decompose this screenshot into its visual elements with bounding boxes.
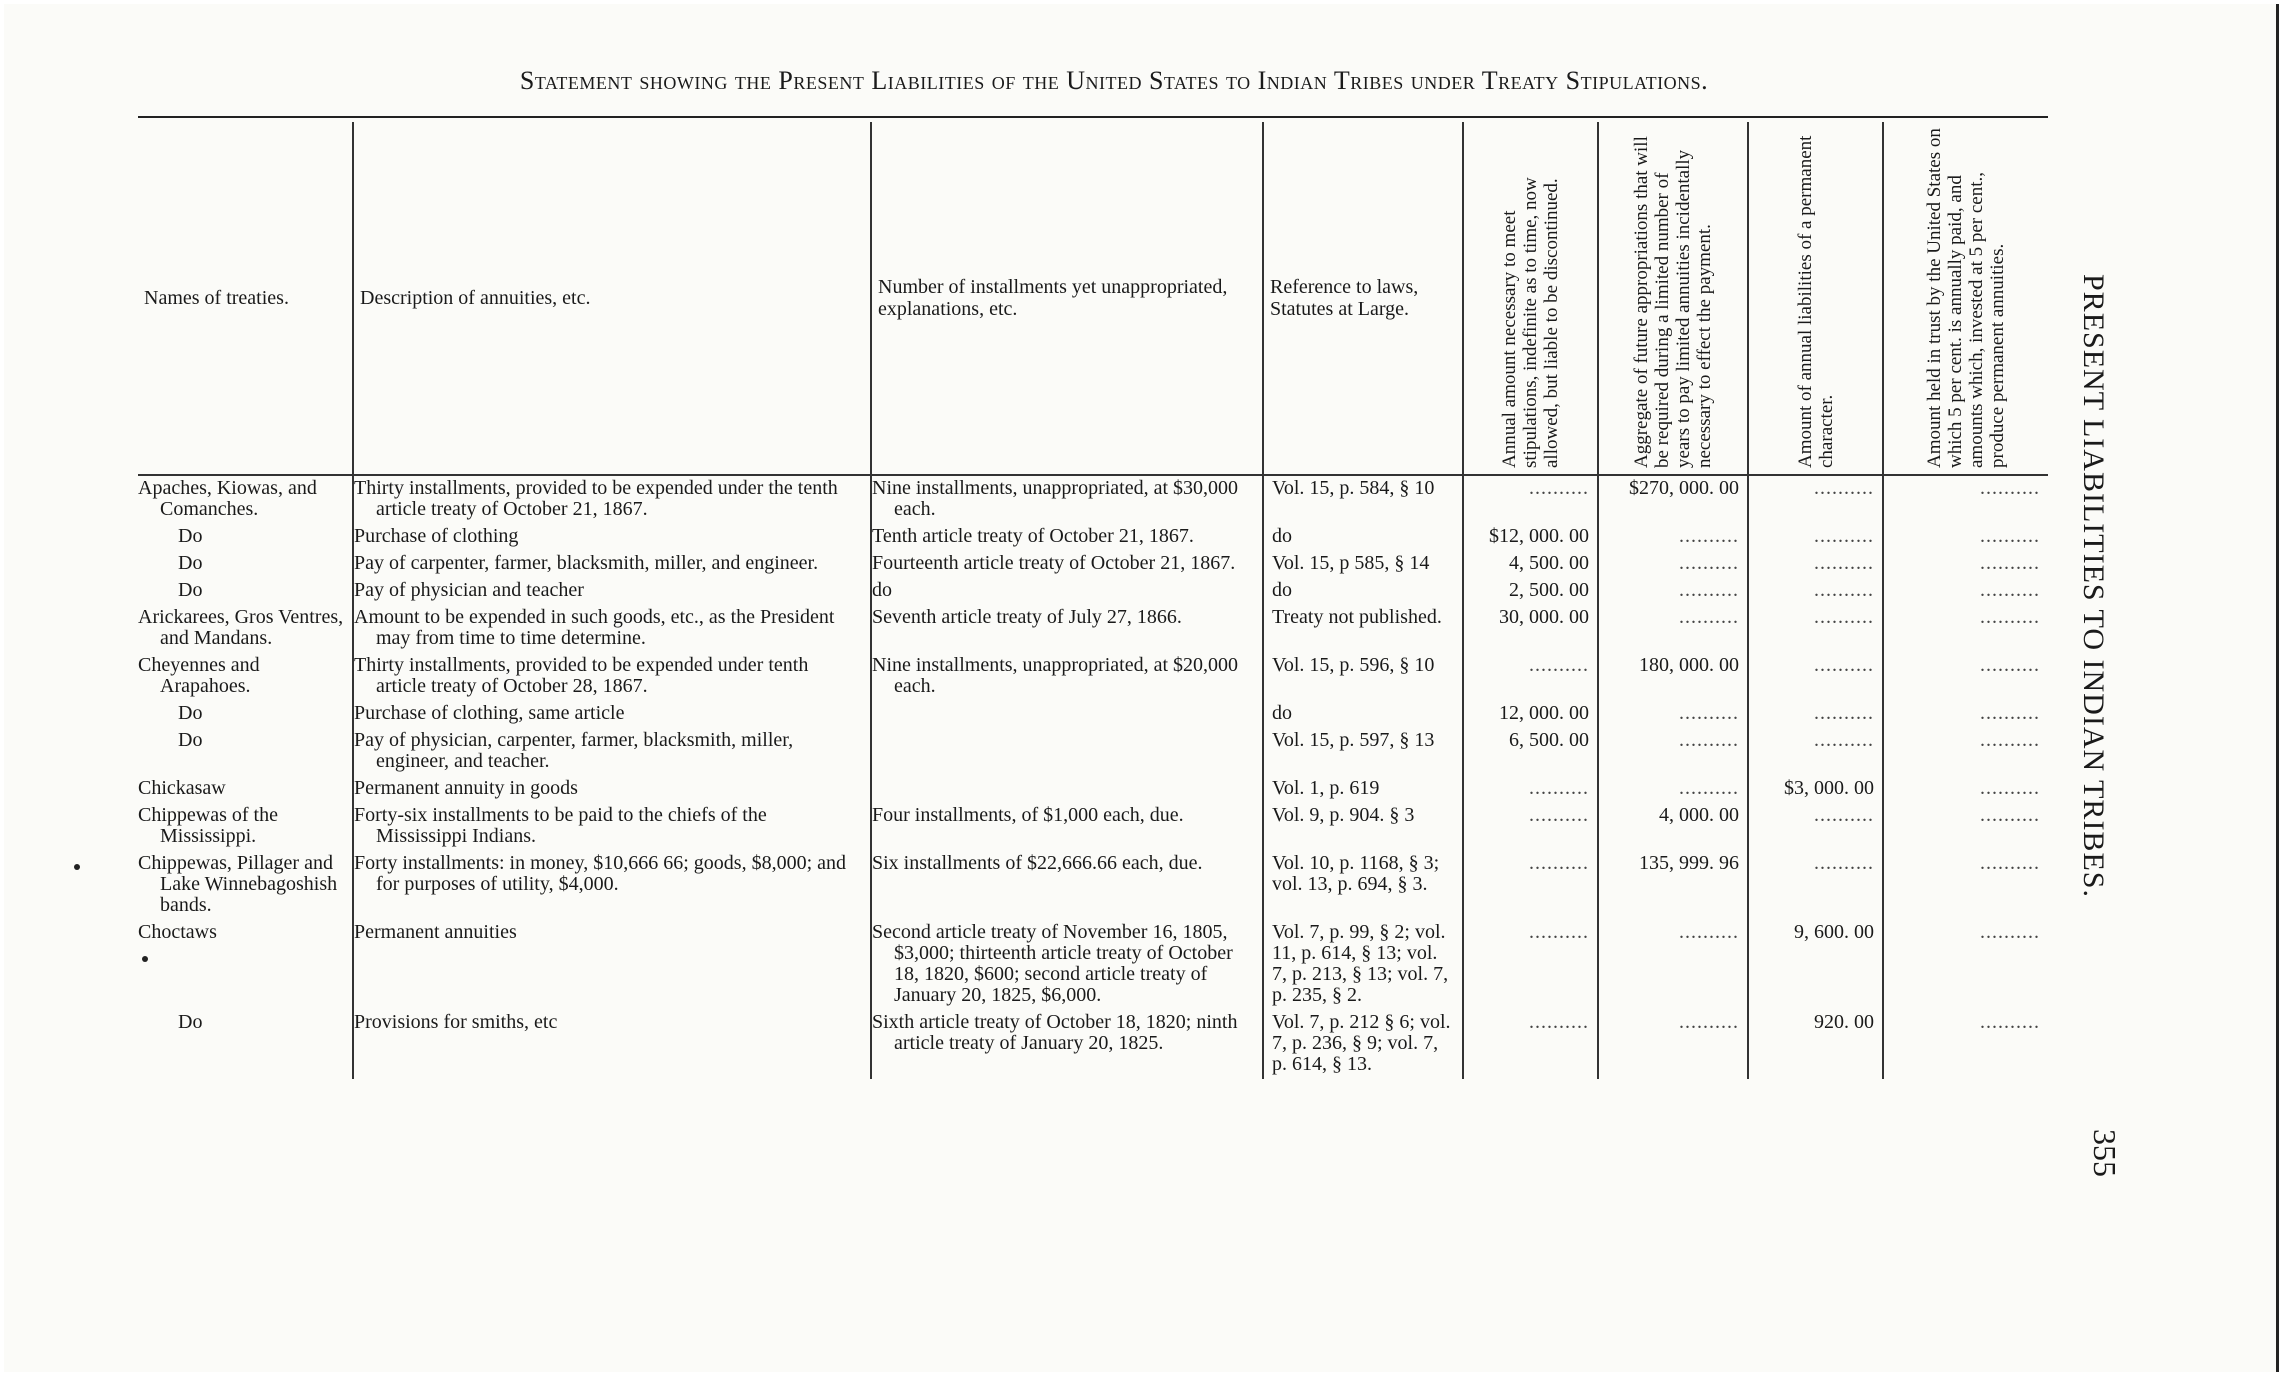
annual-amount (1463, 1010, 1598, 1079)
dotted-leader: .......... (1679, 702, 1739, 724)
trust-amount (1883, 551, 2048, 578)
dotted-leader: .......... (1980, 729, 2040, 751)
header-aggregate-future (1598, 122, 1748, 475)
ink-speck (74, 864, 80, 870)
installments-note: Seventh article treaty of July 27, 1866. (871, 605, 1263, 653)
statute-reference: do (1263, 524, 1463, 551)
annual-amount: 4, 500. 00 (1463, 551, 1598, 578)
aggregate-amount (1598, 776, 1748, 803)
dotted-leader: .......... (1529, 852, 1589, 874)
title-rule (138, 116, 2048, 118)
trust-amount (1883, 1010, 2048, 1079)
treaty-name: Apaches, Kiowas, and Comanches. (138, 475, 353, 524)
trust-amount (1883, 653, 2048, 701)
annuity-description: Pay of physician and teacher (353, 578, 871, 605)
statute-reference: Vol. 7, p. 99, § 2; vol. 11, p. 614, § 13; vol. 7, p. 213, § 13; vol. 7, p. 235, § 2. (1263, 920, 1463, 1010)
annual-amount (1463, 920, 1598, 1010)
annual-amount: 6, 500. 00 (1463, 728, 1598, 776)
annuity-description: Permanent annuities (353, 920, 871, 1010)
aggregate-amount (1598, 728, 1748, 776)
statute-reference: do (1263, 578, 1463, 605)
header-permanent-liabilities-text: Amount of annual liabilities of a permanent character. (1794, 135, 1837, 468)
aggregate-amount (1598, 524, 1748, 551)
dotted-leader: .......... (1814, 606, 1874, 628)
header-reference: Reference to laws, Statutes at Large. (1263, 122, 1463, 475)
dotted-leader: .......... (1814, 804, 1874, 826)
treaty-name: Cheyennes and Arapahoes. (138, 653, 353, 701)
aggregate-amount (1598, 578, 1748, 605)
treaty-name: Chippewas of the Mississippi. (138, 803, 353, 851)
table-row (138, 728, 2048, 776)
dotted-leader: .......... (1980, 921, 2040, 943)
installments-note: Nine installments, unappropriated, at $30,000 each. (871, 475, 1263, 524)
dotted-leader: .......... (1980, 654, 2040, 676)
dotted-leader: .......... (1814, 525, 1874, 547)
statute-reference: Vol. 10, p. 1168, § 3; vol. 13, p. 694, § 3. (1263, 851, 1463, 920)
permanent-amount (1748, 803, 1883, 851)
aggregate-amount: 4, 000. 00 (1598, 803, 1748, 851)
installments-note: do (871, 578, 1263, 605)
installments-note (871, 701, 1263, 728)
dotted-leader: .......... (1814, 654, 1874, 676)
dotted-leader: .......... (1814, 477, 1874, 499)
permanent-amount (1748, 851, 1883, 920)
table-row (138, 1010, 2048, 1079)
table-row (138, 475, 2048, 524)
trust-amount (1883, 475, 2048, 524)
trust-amount (1883, 524, 2048, 551)
table-row (138, 551, 2048, 578)
aggregate-amount (1598, 551, 1748, 578)
document-page (4, 4, 2279, 1372)
annuity-description: Provisions for smiths, etc (353, 1010, 871, 1079)
dotted-leader: .......... (1980, 477, 2040, 499)
trust-amount (1883, 851, 2048, 920)
annual-amount (1463, 475, 1598, 524)
statute-reference: Vol. 15, p. 584, § 10 (1263, 475, 1463, 524)
dotted-leader: .......... (1679, 1011, 1739, 1033)
dotted-leader: .......... (1814, 552, 1874, 574)
annual-amount (1463, 803, 1598, 851)
header-annual-amount-text: Annual amount necessary to meet stipulations, indefinite as to time, now allowed, but liable to be discontinued. (1499, 177, 1562, 468)
ink-speck (142, 956, 148, 962)
statute-reference: do (1263, 701, 1463, 728)
permanent-amount (1748, 605, 1883, 653)
installments-note: Sixth article treaty of October 18, 1820; ninth article treaty of January 20, 1825. (871, 1010, 1263, 1079)
installments-note: Tenth article treaty of October 21, 1867. (871, 524, 1263, 551)
dotted-leader: .......... (1679, 525, 1739, 547)
header-description: Description of annuities, etc. (353, 122, 871, 475)
header-aggregate-future-text: Aggregate of future appropriations that will be required during a limited number of years to pay limited annuities incidentally necessary to effect the payment. (1631, 136, 1715, 468)
permanent-amount: $3, 000. 00 (1748, 776, 1883, 803)
annuity-description: Pay of carpenter, farmer, blacksmith, miller, and engineer. (353, 551, 871, 578)
trust-amount (1883, 920, 2048, 1010)
dotted-leader: .......... (1679, 777, 1739, 799)
running-head: PRESENT LIABILITIES TO INDIAN TRIBES. (2077, 274, 2110, 898)
table-row (138, 920, 2048, 1010)
table-row (138, 605, 2048, 653)
annual-amount: 2, 500. 00 (1463, 578, 1598, 605)
aggregate-amount (1598, 605, 1748, 653)
dotted-leader: .......... (1679, 606, 1739, 628)
liabilities-table (138, 122, 2048, 1079)
installments-note: Nine installments, unappropriated, at $20,000 each. (871, 653, 1263, 701)
dotted-leader: .......... (1529, 477, 1589, 499)
table-row (138, 803, 2048, 851)
installments-note: Fourteenth article treaty of October 21, 1867. (871, 551, 1263, 578)
dotted-leader: .......... (1679, 579, 1739, 601)
statute-reference: Vol. 7, p. 212 § 6; vol. 7, p. 236, § 9; vol. 7, p. 614, § 13. (1263, 1010, 1463, 1079)
dotted-leader: .......... (1980, 852, 2040, 874)
annual-amount (1463, 776, 1598, 803)
page-number: 355 (2087, 1129, 2123, 1177)
annual-amount: 30, 000. 00 (1463, 605, 1598, 653)
installments-note: Second article treaty of November 16, 1805, $3,000; thirteenth article treaty of October 18, 1820, $600; second article treaty of January 20, 1825, $6,000. (871, 920, 1263, 1010)
dotted-leader: .......... (1679, 729, 1739, 751)
aggregate-amount (1598, 701, 1748, 728)
aggregate-amount: 135, 999. 96 (1598, 851, 1748, 920)
treaty-name: Arickarees, Gros Ventres, and Mandans. (138, 605, 353, 653)
statute-reference: Vol. 9, p. 904. § 3 (1263, 803, 1463, 851)
dotted-leader: .......... (1529, 777, 1589, 799)
statute-reference: Vol. 15, p. 597, § 13 (1263, 728, 1463, 776)
dotted-leader: .......... (1679, 552, 1739, 574)
treaty-name: Do (138, 578, 353, 605)
trust-amount (1883, 776, 2048, 803)
dotted-leader: .......... (1529, 921, 1589, 943)
dotted-leader: .......... (1814, 852, 1874, 874)
trust-amount (1883, 803, 2048, 851)
dotted-leader: .......... (1980, 804, 2040, 826)
permanent-amount (1748, 728, 1883, 776)
annuity-description: Forty-six installments to be paid to the chiefs of the Mississippi Indians. (353, 803, 871, 851)
treaty-name: Chippewas, Pillager and Lake Winnebagoshish bands. (138, 851, 353, 920)
annual-amount (1463, 851, 1598, 920)
annuity-description: Purchase of clothing, same article (353, 701, 871, 728)
header-permanent-liabilities (1748, 122, 1883, 475)
table-row (138, 701, 2048, 728)
dotted-leader: .......... (1814, 729, 1874, 751)
treaty-name: Do (138, 701, 353, 728)
permanent-amount (1748, 475, 1883, 524)
trust-amount (1883, 728, 2048, 776)
treaty-name: Do (138, 728, 353, 776)
annuity-description: Permanent annuity in goods (353, 776, 871, 803)
dotted-leader: .......... (1980, 525, 2040, 547)
trust-amount (1883, 578, 2048, 605)
statute-reference: Vol. 15, p 585, § 14 (1263, 551, 1463, 578)
table-row (138, 653, 2048, 701)
annuity-description: Thirty installments, provided to be expended under the tenth article treaty of October 21, 1867. (353, 475, 871, 524)
permanent-amount (1748, 653, 1883, 701)
header-row (138, 122, 2048, 475)
trust-amount (1883, 701, 2048, 728)
aggregate-amount: 180, 000. 00 (1598, 653, 1748, 701)
annuity-description: Thirty installments, provided to be expended under tenth article treaty of October 28, 1867. (353, 653, 871, 701)
dotted-leader: .......... (1529, 804, 1589, 826)
treaty-name: Chickasaw (138, 776, 353, 803)
header-amount-held-in-trust-text: Amount held in trust by the United States on which 5 per cent. is annually paid, and amounts which, invested at 5 per cent., produce permanent annuities. (1924, 128, 2008, 468)
installments-note: Four installments, of $1,000 each, due. (871, 803, 1263, 851)
dotted-leader: .......... (1980, 579, 2040, 601)
permanent-amount (1748, 524, 1883, 551)
installments-note (871, 728, 1263, 776)
trust-amount (1883, 605, 2048, 653)
statute-reference: Treaty not published. (1263, 605, 1463, 653)
dotted-leader: .......... (1980, 702, 2040, 724)
table-row (138, 524, 2048, 551)
permanent-amount: 9, 600. 00 (1748, 920, 1883, 1010)
statute-reference: Vol. 1, p. 619 (1263, 776, 1463, 803)
dotted-leader: .......... (1980, 1011, 2040, 1033)
annuity-description: Pay of physician, carpenter, farmer, blacksmith, miller, engineer, and teacher. (353, 728, 871, 776)
dotted-leader: .......... (1980, 777, 2040, 799)
treaty-name: Do (138, 551, 353, 578)
dotted-leader: .......... (1679, 921, 1739, 943)
dotted-leader: .......... (1529, 654, 1589, 676)
annual-amount: 12, 000. 00 (1463, 701, 1598, 728)
treaty-name: Do (138, 524, 353, 551)
aggregate-amount (1598, 920, 1748, 1010)
permanent-amount: 920. 00 (1748, 1010, 1883, 1079)
table-row (138, 851, 2048, 920)
aggregate-amount (1598, 1010, 1748, 1079)
installments-note (871, 776, 1263, 803)
statute-reference: Vol. 15, p. 596, § 10 (1263, 653, 1463, 701)
permanent-amount (1748, 551, 1883, 578)
dotted-leader: .......... (1529, 1011, 1589, 1033)
annuity-description: Forty installments: in money, $10,666 66; goods, $8,000; and for purposes of utility, $4,000. (353, 851, 871, 920)
header-annual-amount (1463, 122, 1598, 475)
document-title: Statement showing the Present Liabilities of the United States to Indian Tribes under Treaty Stipulations. (519, 66, 1709, 95)
annual-amount: $12, 000. 00 (1463, 524, 1598, 551)
table-row (138, 776, 2048, 803)
treaty-name: Do (138, 1010, 353, 1079)
dotted-leader: .......... (1980, 552, 2040, 574)
annual-amount (1463, 653, 1598, 701)
annuity-description: Amount to be expended in such goods, etc., as the President may from time to time determine. (353, 605, 871, 653)
aggregate-amount: $270, 000. 00 (1598, 475, 1748, 524)
treaty-name: Choctaws (138, 920, 353, 1010)
permanent-amount (1748, 578, 1883, 605)
header-amount-held-in-trust (1883, 122, 2048, 475)
header-names-of-treaties: Names of treaties. (138, 122, 353, 475)
dotted-leader: .......... (1814, 702, 1874, 724)
installments-note: Six installments of $22,666.66 each, due. (871, 851, 1263, 920)
permanent-amount (1748, 701, 1883, 728)
dotted-leader: .......... (1980, 606, 2040, 628)
annuity-description: Purchase of clothing (353, 524, 871, 551)
table-row (138, 578, 2048, 605)
header-installments: Number of installments yet unappropriated, explanations, etc. (871, 122, 1263, 475)
dotted-leader: .......... (1814, 579, 1874, 601)
